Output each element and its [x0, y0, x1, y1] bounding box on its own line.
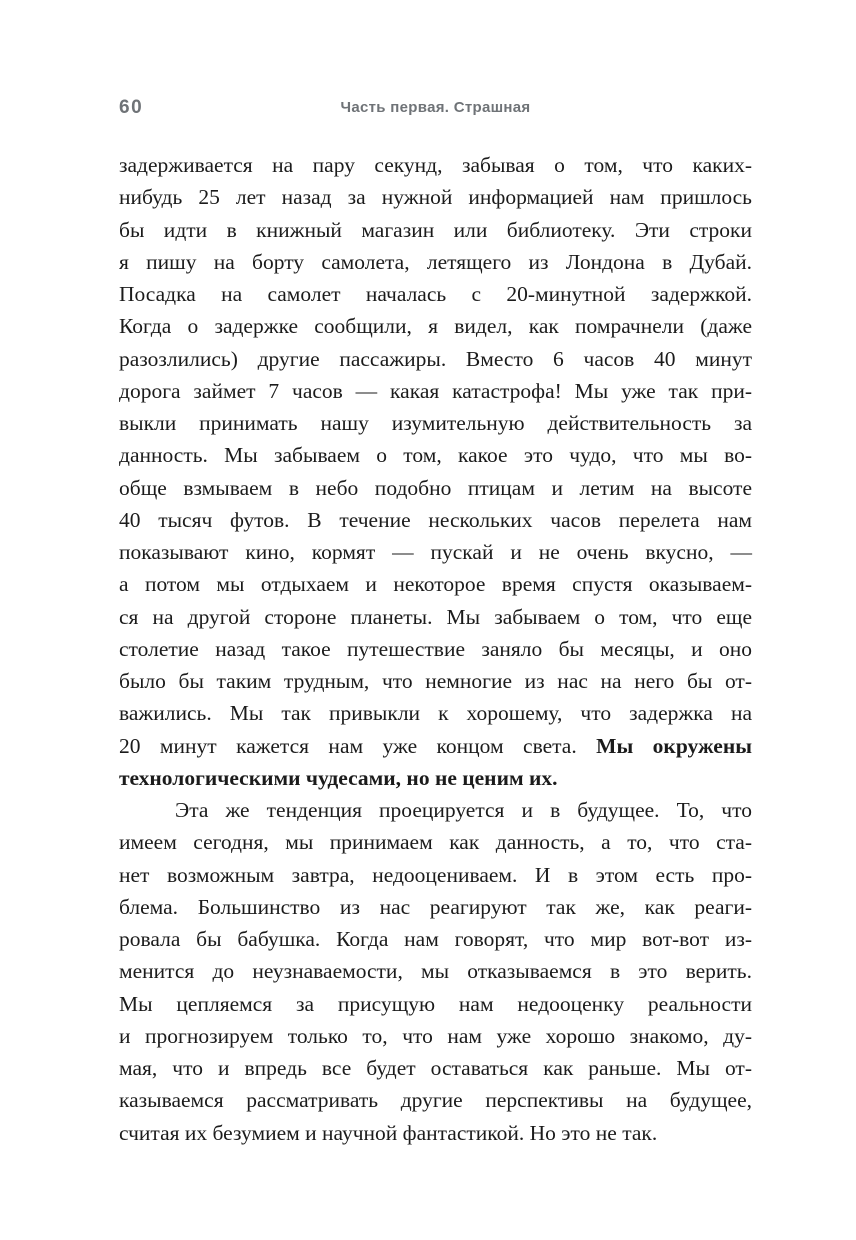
text-segment: выкли принимать нашу изумительную действительность за [119, 411, 752, 435]
text-line [119, 697, 752, 729]
text-segment: 20 минут кажется нам уже концом света. [119, 733, 597, 758]
text-segment: бы идти в книжный магазин или библиотеку. Эти строки [119, 217, 752, 242]
text-segment: задерживается на пару секунд, забывая о том, что каких- [119, 153, 752, 177]
text-segment: ся на другой стороне планеты. Мы забываем о том, что еще [119, 604, 752, 629]
text-segment: технологическими чудесами, но не ценим их. [119, 765, 558, 790]
text-line [119, 149, 752, 181]
text-line [119, 633, 752, 665]
text-segment: нет возможным завтра, недооцениваем. И в этом есть про- [119, 862, 752, 887]
text-segment: разозлились) другие пассажиры. Вместо 6 часов 40 минут [119, 346, 752, 371]
text-line [119, 665, 752, 697]
text-segment: и прогнозируем только то, что нам уже хорошо знакомо, ду- [119, 1023, 752, 1048]
text-segment: Когда о задержке сообщили, я видел, как помрачнели (даже [119, 314, 752, 339]
text-line [119, 988, 752, 1020]
text-line [119, 859, 752, 891]
text-segment: Мы окружены [596, 733, 752, 758]
text-line [119, 1117, 752, 1149]
text-line [119, 568, 752, 600]
text-line [119, 1084, 752, 1116]
text-segment: считая их безумием и научной фантастикой. Но это не так. [119, 1120, 658, 1145]
text-segment: было бы таким трудным, что немногие из нас на него бы от- [119, 669, 752, 693]
text-line [119, 1020, 752, 1052]
text-segment: показывают кино, кормят — пускай и не очень вкусно, — [119, 540, 752, 564]
text-line [119, 278, 752, 310]
text-line [119, 504, 752, 536]
text-line [119, 955, 752, 987]
text-segment: важились. Мы так привыкли к хорошему, что задержка на [119, 701, 752, 726]
running-header [119, 96, 752, 120]
text-segment: Мы цепляемся за присущую нам недооценку реальности [119, 991, 752, 1016]
text-line [119, 923, 752, 955]
paragraph [119, 149, 752, 794]
text-line [119, 762, 752, 794]
text-segment: а потом мы отдыхаем и некоторое время спустя оказываем- [119, 572, 752, 597]
text-line [119, 1052, 752, 1084]
text-line [119, 439, 752, 471]
text-segment: дорога займет 7 часов — какая катастрофа! Мы уже так при- [119, 378, 752, 403]
text-segment: мая, что и впредь все будет оставаться как раньше. Мы от- [119, 1056, 752, 1080]
text-segment: блема. Большинство из нас реагируют так же, как реаги- [119, 894, 752, 919]
text-segment: нибудь 25 лет назад за нужной информацией нам пришлось [119, 185, 752, 210]
text-line [119, 407, 752, 439]
text-segment: 40 тысяч футов. В течение нескольких часов перелета нам [119, 507, 752, 532]
text-line [119, 794, 752, 826]
text-segment: столетие назад такое путешествие заняло бы месяцы, и оно [119, 636, 752, 661]
text-line [119, 310, 752, 342]
running-header-title: Часть первая. Страшная [340, 99, 531, 116]
body-text [119, 149, 752, 1149]
text-line [119, 181, 752, 213]
text-line [119, 826, 752, 858]
paragraph [119, 794, 752, 1149]
text-segment: Эта же тенденция проецируется и в будущее. То, что [175, 798, 752, 822]
text-segment: менится до неузнаваемости, мы отказываемся в это верить. [119, 959, 752, 984]
text-line [119, 472, 752, 504]
text-line [119, 730, 752, 762]
text-segment: я пишу на борту самолета, летящего из Лондона в Дубай. [119, 249, 752, 274]
text-line [119, 601, 752, 633]
text-segment: имеем сегодня, мы принимаем как данность, а то, что ста- [119, 830, 752, 855]
page-number: 60 [119, 97, 144, 118]
text-line [119, 214, 752, 246]
text-line [119, 343, 752, 375]
text-segment: Посадка на самолет началась с 20-минутной задержкой. [119, 282, 752, 306]
text-segment: ровала бы бабушка. Когда нам говорят, что мир вот-вот из- [119, 927, 752, 951]
text-line [119, 246, 752, 278]
text-line [119, 891, 752, 923]
text-line [119, 536, 752, 568]
text-line [119, 375, 752, 407]
text-segment: данность. Мы забываем о том, какое это чудо, что мы во- [119, 443, 752, 468]
text-segment: казываемся рассматривать другие перспективы на будущее, [119, 1088, 752, 1113]
text-segment: обще взмываем в небо подобно птицам и летим на высоте [119, 475, 752, 500]
